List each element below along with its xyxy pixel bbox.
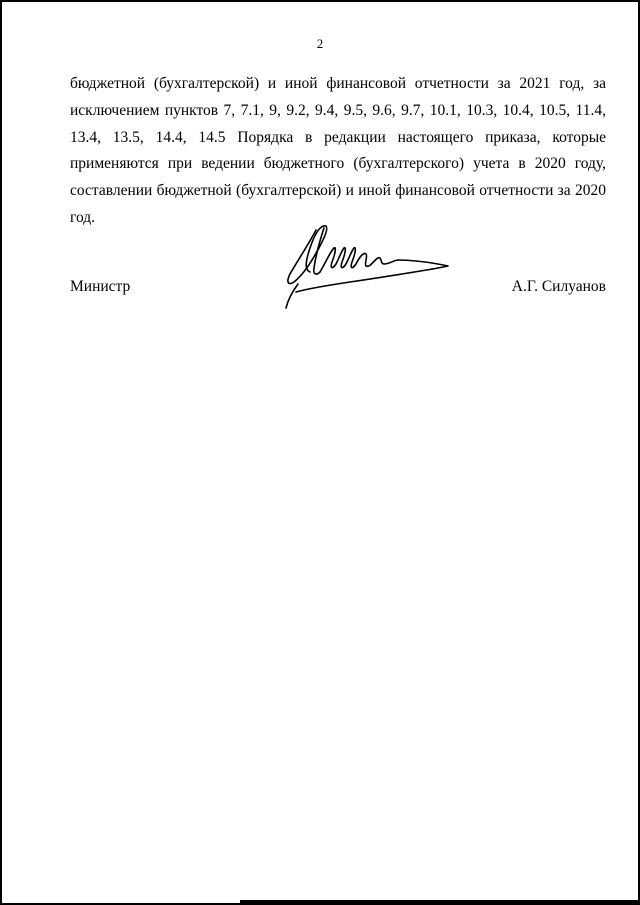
scan-edge-bottom (240, 900, 640, 905)
signatory-name: А.Г. Силуанов (511, 278, 606, 295)
handwritten-signature-icon (280, 222, 455, 310)
scan-edge-left (0, 0, 2, 905)
page-number: 2 (316, 36, 324, 51)
scan-edge-top (0, 0, 640, 2)
signatory-title: Министр (70, 278, 131, 295)
body-paragraph: бюджетной (бухгалтерской) и иной финансовой отчетности за 2021 год, за исключением пунктов 7, 7.1, 9, 9.2, 9.4, 9.5, 9.6, 9.7, 10.1, 10.3, 10.4, 10.5, 11.4, 13.4, 13.5, 14.4, 14.5 Порядка в редакции настоящего приказа, которые применяются при ведении бюджетного (бухгалтерского) учета в 2020 году, составлении бюджетной (бухгалтерской) и иной финансовой отчетности за 2020 год. (70, 75, 606, 226)
